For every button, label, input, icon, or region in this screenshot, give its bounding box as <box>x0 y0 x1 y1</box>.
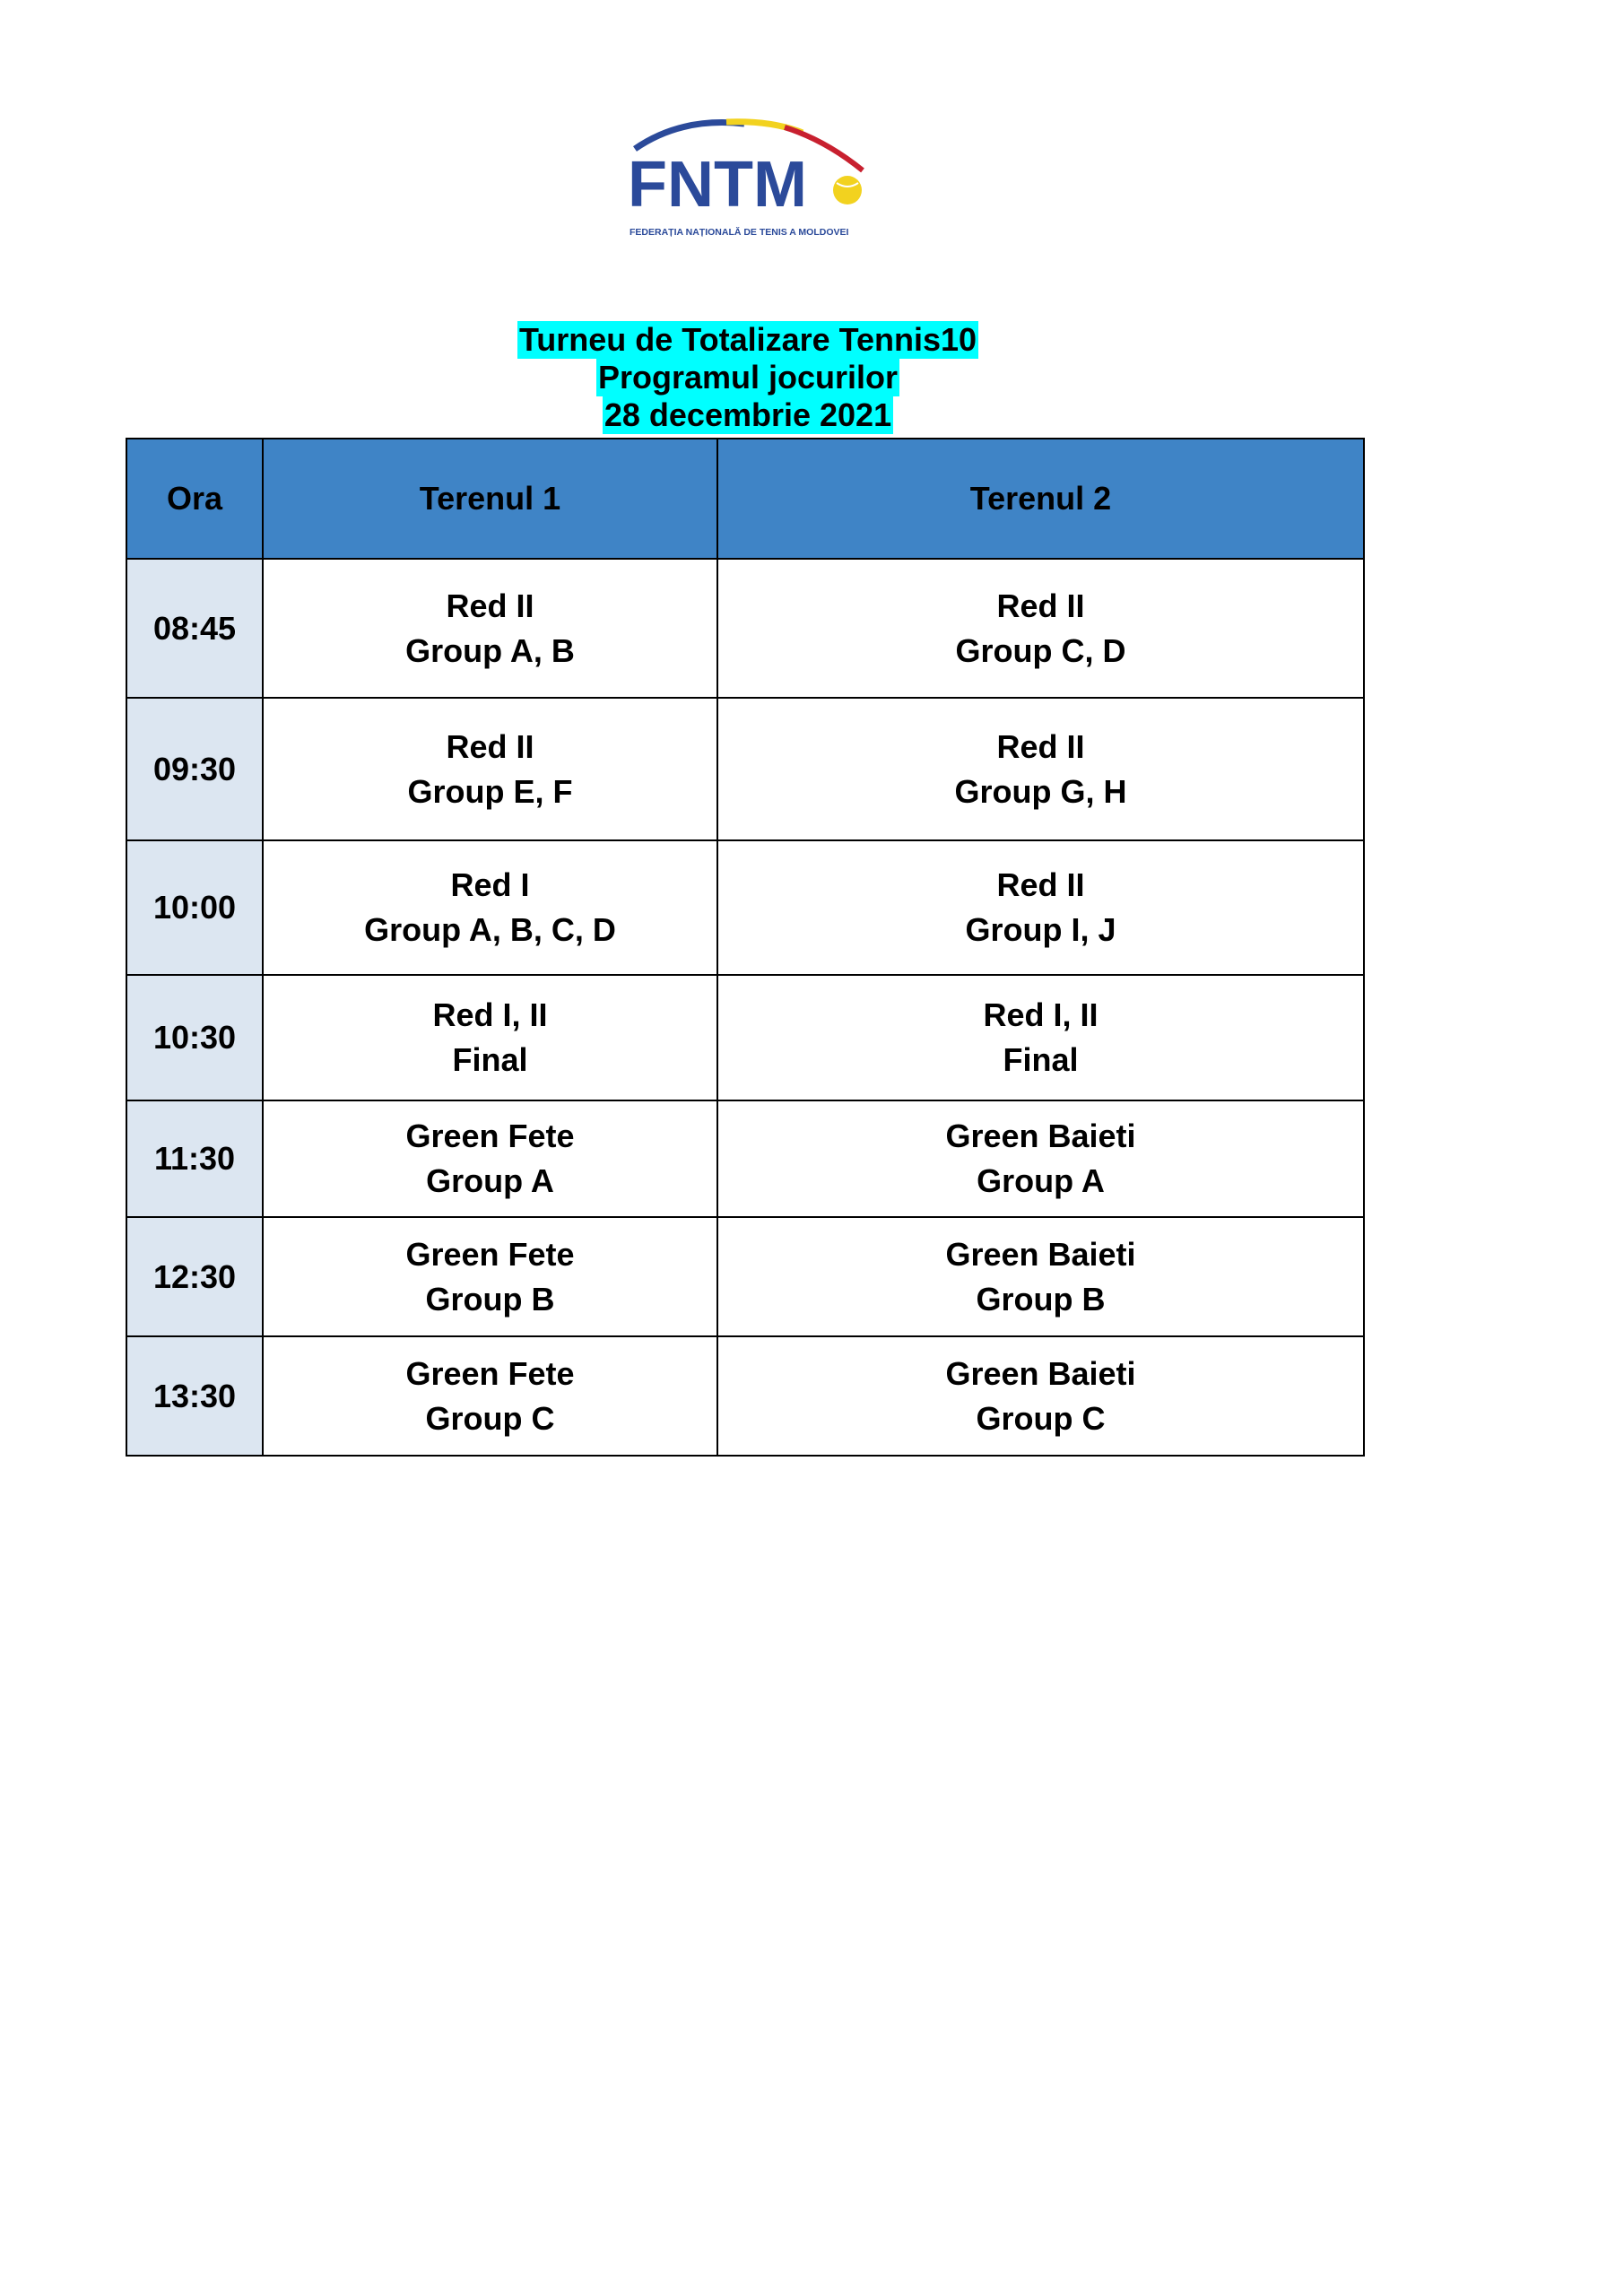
schedule-table <box>126 438 1365 1457</box>
court-1-cell <box>263 1217 717 1336</box>
court-1-group: Final <box>452 1041 528 1078</box>
court-2-group: Group C <box>976 1399 1106 1437</box>
document-header <box>0 321 1496 434</box>
court-1-cell <box>263 840 717 975</box>
column-header-court-2: Terenul 2 <box>717 439 1364 559</box>
court-1-group: Group C <box>425 1399 555 1437</box>
court-1-category: Red I <box>450 866 530 903</box>
court-2-cell <box>717 1100 1364 1217</box>
column-header-court-1: Terenul 1 <box>263 439 717 559</box>
court-2-cell <box>717 1217 1364 1336</box>
tennis-ball-icon <box>833 176 862 204</box>
court-2-group: Group A <box>977 1162 1105 1199</box>
time-cell: 09:30 <box>126 698 263 840</box>
court-1-group: Group B <box>425 1280 555 1318</box>
court-2-group: Group G, H <box>954 772 1127 810</box>
court-2-category: Green Baieti <box>945 1235 1136 1273</box>
fntm-logo-graphic <box>628 117 870 242</box>
table-row <box>126 1100 1364 1217</box>
court-1-group: Group E, F <box>407 772 573 810</box>
court-2-cell <box>717 840 1364 975</box>
time-cell: 12:30 <box>126 1217 263 1336</box>
time-cell: 13:30 <box>126 1336 263 1456</box>
table-row <box>126 1336 1364 1456</box>
court-2-group: Group B <box>976 1280 1106 1318</box>
court-1-cell <box>263 975 717 1100</box>
court-1-category: Green Fete <box>405 1235 575 1273</box>
court-2-category: Red II <box>996 866 1085 903</box>
court-2-category: Red II <box>996 587 1085 624</box>
logo-wordmark: FNTM <box>628 149 807 221</box>
document-subtitle: Programul jocurilor <box>597 359 899 396</box>
table-row <box>126 559 1364 698</box>
table-row <box>126 1217 1364 1336</box>
logo-subtitle: FEDERAȚIA NAȚIONALĂ DE TENIS A MOLDOVEI <box>630 227 849 238</box>
court-1-cell <box>263 1336 717 1456</box>
court-2-group: Group C, D <box>955 631 1126 669</box>
court-1-group: Group A, B, C, D <box>364 911 616 948</box>
time-cell: 08:45 <box>126 559 263 698</box>
court-1-category: Red II <box>446 727 534 765</box>
table-header-row <box>126 439 1364 559</box>
court-2-category: Red I, II <box>983 996 1099 1033</box>
court-1-group: Group A, B <box>405 631 575 669</box>
court-1-category: Green Fete <box>405 1354 575 1392</box>
court-2-cell <box>717 1336 1364 1456</box>
document-date: 28 decembrie 2021 <box>604 396 892 433</box>
court-1-category: Red I, II <box>432 996 548 1033</box>
court-2-category: Green Baieti <box>945 1354 1136 1392</box>
time-cell: 11:30 <box>126 1100 263 1217</box>
court-2-cell <box>717 975 1364 1100</box>
column-header-time: Ora <box>126 439 263 559</box>
court-1-cell <box>263 559 717 698</box>
court-2-group: Group I, J <box>965 911 1116 948</box>
table-row <box>126 698 1364 840</box>
court-2-category: Green Baieti <box>945 1118 1136 1154</box>
court-2-category: Red II <box>996 727 1085 765</box>
table-row <box>126 840 1364 975</box>
court-1-category: Green Fete <box>405 1118 575 1154</box>
document-title: Turneu de Totalizare Tennis10 <box>518 321 977 358</box>
court-2-group: Final <box>1003 1041 1079 1078</box>
court-1-cell <box>263 698 717 840</box>
fntm-logo <box>628 117 870 242</box>
table-row <box>126 975 1364 1100</box>
court-2-cell <box>717 559 1364 698</box>
court-2-cell <box>717 698 1364 840</box>
court-1-cell <box>263 1100 717 1217</box>
time-cell: 10:00 <box>126 840 263 975</box>
time-cell: 10:30 <box>126 975 263 1100</box>
court-1-group: Group A <box>426 1162 554 1199</box>
court-1-category: Red II <box>446 587 534 624</box>
